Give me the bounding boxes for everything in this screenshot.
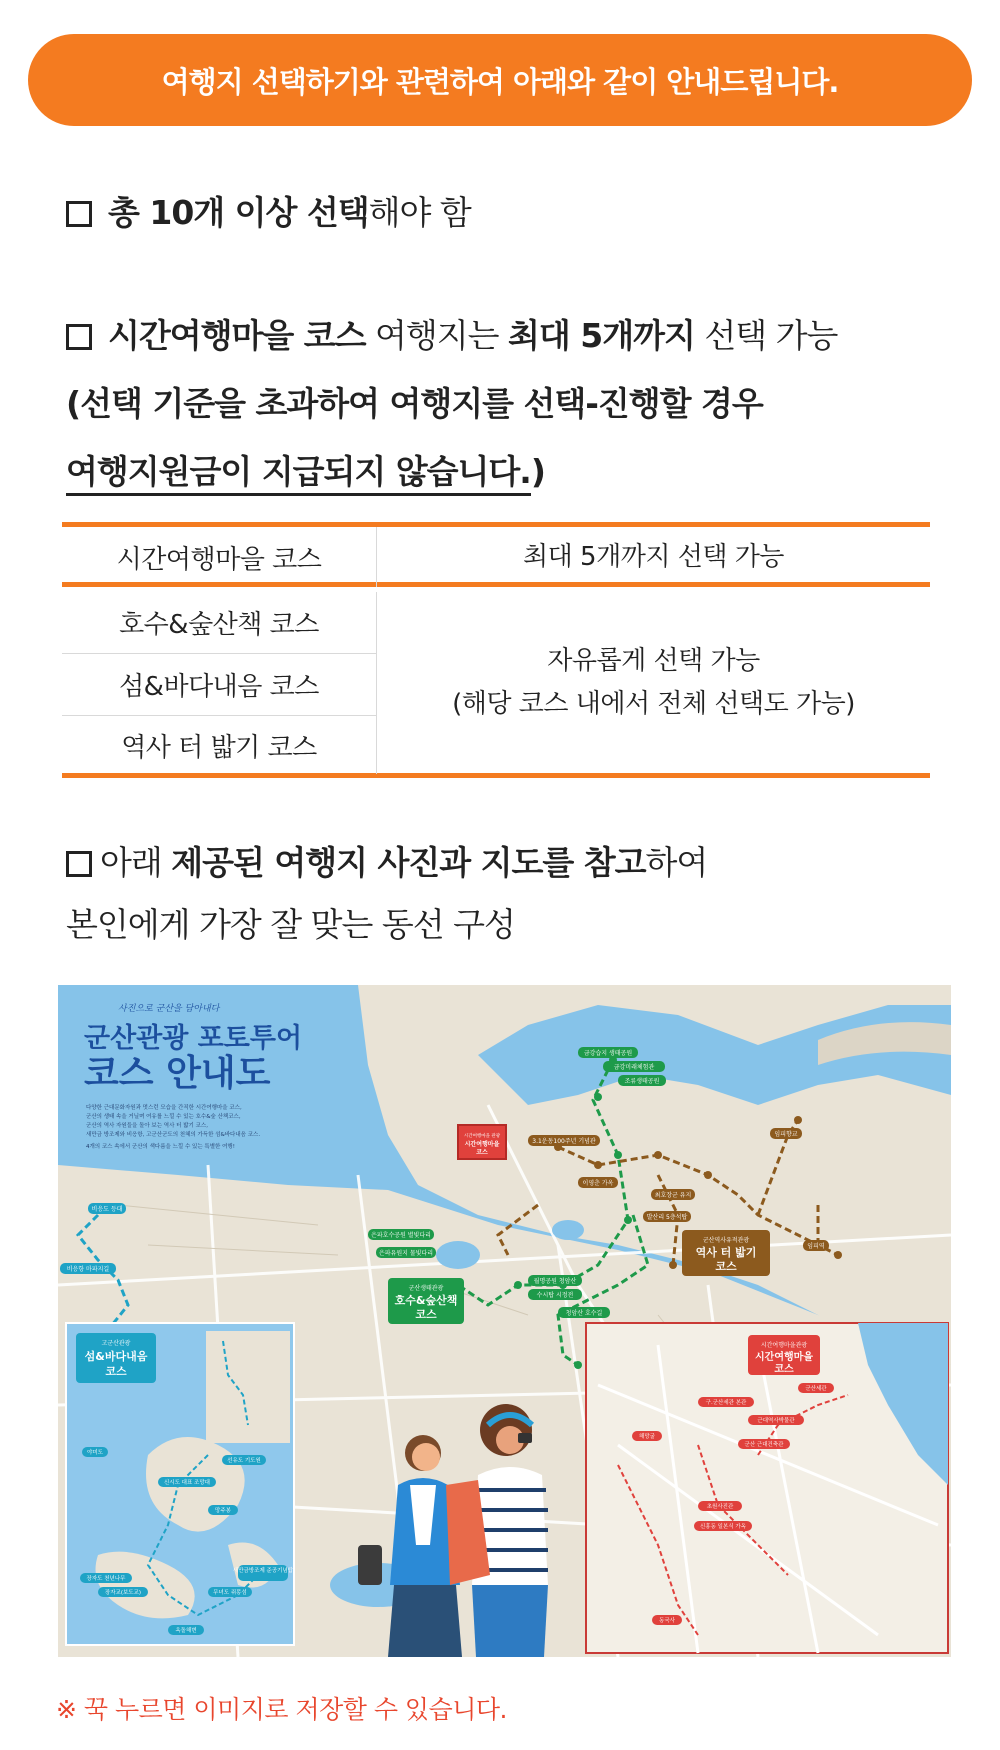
svg-text:다양한 근대문화자원과 멋스런 모습을 간직한 시간여행마을: 다양한 근대문화자원과 멋스런 모습을 간직한 시간여행마을 코스, (86, 1105, 242, 1111)
table-cell-course: 섬&바다내음 코스 (119, 672, 319, 702)
svg-text:새만금 방조제와 비응항, 고군산군도의 천혜의 가득한 섬: 새만금 방조제와 비응항, 고군산군도의 천혜의 가득한 섬&바다내음 코스. (86, 1132, 261, 1138)
svg-text:고군산관광: 고군산관광 (101, 1340, 131, 1347)
svg-text:코스: 코스 (105, 1365, 127, 1378)
course-rule-table (62, 522, 930, 778)
svg-text:군산세관: 군산세관 (805, 1386, 827, 1392)
svg-text:시간여행마을: 시간여행마을 (464, 1141, 500, 1148)
svg-text:군산의 생태 속을 거닐며 여유를 느낄 수 있는 호수&숲: 군산의 생태 속을 거닐며 여유를 느낄 수 있는 호수&숲 산책코스, (86, 1114, 241, 1120)
table-cell-course: 시간여행마을 코스 (116, 544, 322, 575)
svg-text:동국사: 동국사 (659, 1618, 675, 1624)
svg-text:무녀도 쥐똥섬: 무녀도 쥐똥섬 (213, 1590, 247, 1596)
svg-text:군산의 역사 자원들을 돌아 보는 역사 터 밟기 코스,: 군산의 역사 자원들을 돌아 보는 역사 터 밟기 코스, (86, 1123, 208, 1129)
svg-text:이영춘 가옥: 이영춘 가옥 (582, 1180, 614, 1187)
svg-text:호수&숲산책: 호수&숲산책 (394, 1294, 458, 1307)
save-image-notice: ※ 꾹 누르면 이미지로 저장할 수 있습니다. (56, 1695, 507, 1724)
svg-text:근대역사박물관: 근대역사박물관 (757, 1418, 795, 1424)
svg-text:사진으로 군산을 담아내다: 사진으로 군산을 담아내다 (118, 1004, 220, 1014)
svg-text:월명공원 청암산: 월명공원 청암산 (533, 1278, 577, 1285)
svg-text:섬&바다내음: 섬&바다내음 (84, 1350, 148, 1363)
svg-text:발산리 5층석탑: 발산리 5층석탑 (646, 1214, 688, 1221)
svg-text:군산생태관광: 군산생태관광 (408, 1285, 444, 1292)
svg-text:코스 안내도: 코스 안내도 (84, 1053, 271, 1094)
svg-text:새만금방조제 준공기념탑: 새만금방조제 준공기념탑 (232, 1568, 294, 1574)
svg-text:군산역사유적관광: 군산역사유적관광 (702, 1237, 750, 1244)
svg-text:금강습지 생태공원: 금강습지 생태공원 (583, 1050, 633, 1057)
table-cell-rule: 최대 5개까지 선택 가능 (376, 527, 930, 587)
svg-text:신시도 대표 조망대: 신시도 대표 조망대 (163, 1480, 211, 1486)
svg-text:4개의 코스 속에서 군산의 색다름을 느낄 수 있는 특별: 4개의 코스 속에서 군산의 색다름을 느낄 수 있는 특별한 여행! (86, 1144, 235, 1150)
svg-text:군산관광 포토투어: 군산관광 포토투어 (84, 1023, 303, 1054)
table-cell-course: 역사 터 밟기 코스 (121, 732, 317, 763)
svg-text:군산 근대건축관: 군산 근대건축관 (744, 1442, 784, 1448)
svg-text:초원사진관: 초원사진관 (706, 1504, 734, 1510)
svg-text:3.1운동100주년 기념관: 3.1운동100주년 기념관 (532, 1138, 596, 1145)
svg-text:코스: 코스 (774, 1364, 794, 1375)
table-row (62, 527, 930, 587)
svg-text:코스: 코스 (476, 1149, 488, 1156)
svg-text:비응도 등대: 비응도 등대 (91, 1206, 123, 1213)
checkbox-icon (66, 201, 92, 227)
rule-route-planning: 아래 제공된 여행지 사진과 지도를 참고하여 본인에게 가장 잘 맞는 동선 구성 (66, 843, 708, 944)
svg-text:망주봉: 망주봉 (215, 1508, 231, 1514)
svg-text:금강미래체험관: 금강미래체험관 (613, 1064, 655, 1071)
svg-text:선유도 기도원: 선유도 기도원 (227, 1458, 261, 1464)
svg-text:수시탑 시정전: 수시탑 시정전 (536, 1292, 574, 1299)
svg-text:시간여행마을: 시간여행마을 (755, 1352, 813, 1363)
table-cell-course: 호수&숲산책 코스 (119, 610, 319, 640)
checkbox-icon (66, 851, 92, 877)
photo-tour-course-map[interactable] (58, 985, 951, 1657)
rule-total-count: 총 10개 이상 선택해야 함 (66, 192, 471, 235)
checkbox-icon (66, 324, 92, 350)
svg-text:은파유원지 물빛다리: 은파유원지 물빛다리 (378, 1250, 434, 1257)
svg-text:비응항 마파지길: 비응항 마파지길 (66, 1266, 110, 1273)
svg-text:구.군산세관 본관: 구.군산세관 본관 (705, 1400, 747, 1406)
svg-text:최호장군 유지: 최호장군 유지 (654, 1192, 692, 1199)
svg-text:시간여행마을관광: 시간여행마을관광 (760, 1342, 808, 1349)
svg-text:임피역: 임피역 (807, 1243, 825, 1250)
svg-text:신흥동 일본식 가옥: 신흥동 일본식 가옥 (699, 1524, 747, 1530)
svg-text:코스: 코스 (715, 1260, 737, 1273)
svg-text:해망굴: 해망굴 (639, 1434, 655, 1440)
svg-text:코스: 코스 (415, 1308, 437, 1321)
svg-text:장자도 천년나무: 장자도 천년나무 (86, 1576, 126, 1582)
svg-text:장자교(보도교): 장자교(보도교) (104, 1590, 142, 1596)
notice-banner (28, 34, 972, 126)
svg-text:임피향교: 임피향교 (774, 1131, 798, 1138)
rule-time-travel-limit: 시간여행마을 코스 여행지는 최대 5개까지 선택 가능 (선택 기준을 초과하여 여행지를 선택-진행할 경우 여행지원금이 지급되지 않습니다.) (66, 302, 837, 506)
svg-text:옥돌해변: 옥돌해변 (175, 1628, 197, 1634)
svg-text:역사 터 밟기: 역사 터 밟기 (695, 1246, 757, 1259)
banner-text: 여행지 선택하기와 관련하여 아래와 같이 안내드립니다. (161, 64, 839, 99)
svg-text:은파호수공원 별빛다리: 은파호수공원 별빛다리 (371, 1232, 431, 1239)
svg-text:청암산 호수길: 청암산 호수길 (565, 1310, 603, 1317)
svg-text:야미도: 야미도 (87, 1450, 103, 1456)
svg-text:조류생태공원: 조류생태공원 (624, 1078, 660, 1085)
table-cell-rule-free: 자유롭게 선택 가능 (해당 코스 내에서 전체 선택도 가능) (376, 592, 930, 774)
svg-text:시간여행마을 관광: 시간여행마을 관광 (463, 1134, 501, 1139)
